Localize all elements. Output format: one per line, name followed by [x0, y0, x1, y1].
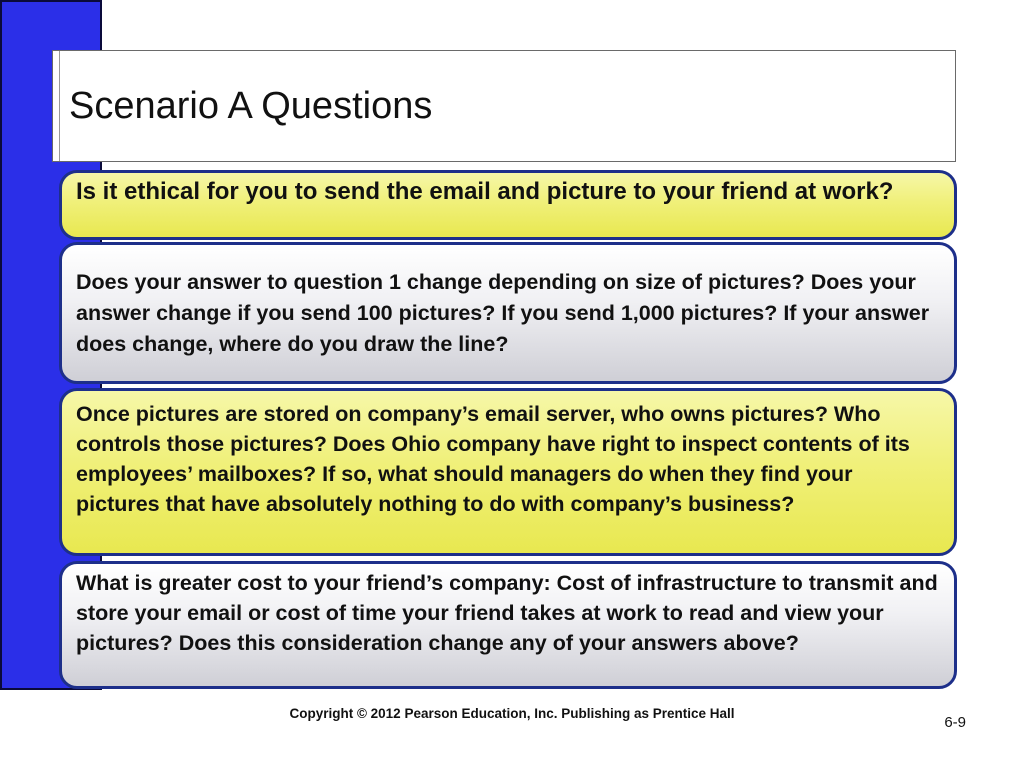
question-box-4: What is greater cost to your friend’s company: Cost of infrastructure to transmit and store your email or cost of time your friend takes at work to read and view your pictures? Does this consideration change any of your answers above? — [59, 561, 957, 689]
title-box — [52, 50, 956, 162]
slide-title: Scenario A Questions — [69, 85, 433, 127]
question-box-3: Once pictures are stored on company’s email server, who owns pictures? Who controls those pictures? Does Ohio company have right to inspect contents of its employees’ mailboxes? If so, what should managers do when they find your pictures that have absolutely nothing to do with company’s business? — [59, 388, 957, 556]
question-box-1: Is it ethical for you to send the email and picture to your friend at work? — [59, 170, 957, 240]
title-divider — [59, 51, 60, 161]
question-box-2: Does your answer to question 1 change depending on size of pictures? Does your answer change if you send 100 pictures? If you send 1,000 pictures? If your answer does change, where do you draw the line? — [59, 242, 957, 384]
copyright-footer: Copyright © 2012 Pearson Education, Inc. Publishing as Prentice Hall — [289, 706, 735, 721]
page-number: 6-9 — [944, 714, 966, 731]
